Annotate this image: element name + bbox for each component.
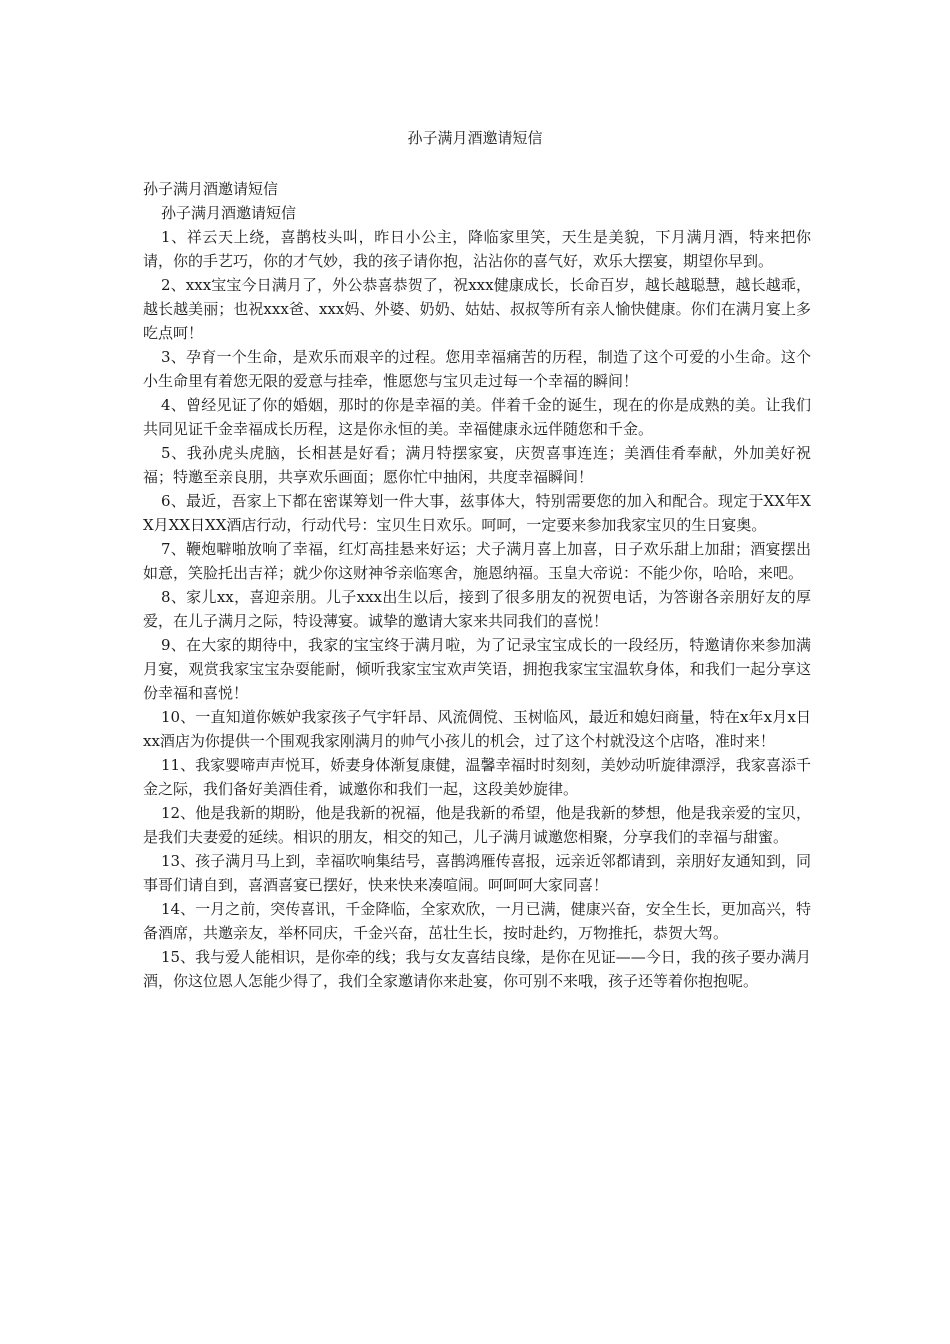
paragraph: 12、他是我新的期盼，他是我新的祝福，他是我新的希望，他是我新的梦想，他是我亲爱的宝贝，是我们夫妻爱的延续。相识的朋友，相交的知己，儿子满月诚邀您相聚，分享我们的幸福与甜蜜。: [143, 804, 811, 846]
paragraph: 4、曾经见证了你的婚姻，那时的你是幸福的美。伴着千金的诞生，现在的你是成熟的美。让我们共同见证千金幸福成长历程，这是你永恒的美。幸福健康永远伴随您和千金。: [143, 396, 811, 438]
paragraph: 1、祥云天上绕，喜鹊枝头叫，昨日小公主，降临家里笑，天生是美貌，下月满月酒，特来把你请，你的手艺巧，你的才气妙，我的孩子请你抱，沾沾你的喜气好，欢乐大摆宴，期望你早到。: [143, 228, 811, 270]
paragraph: 14、一月之前，突传喜讯，千金降临，全家欢欣，一月已满，健康兴奋，安全生长，更加高兴，特备酒席，共邀亲友，举杯同庆，千金兴奋，茁壮生长，按时赴约，万物推托，恭贺大驾。: [143, 900, 811, 942]
paragraph: 10、一直知道你嫉妒我家孩子气宇轩昂、风流倜傥、玉树临风，最近和媳妇商量，特在x年x月x日xx酒店为你提供一个围观我家刚满月的帅气小孩儿的机会，过了这个村就没这个店咯，准时来！: [143, 708, 811, 750]
section-subheading: 孙子满月酒邀请短信: [161, 204, 297, 222]
paragraph: 9、在大家的期待中，我家的宝宝终于满月啦，为了记录宝宝成长的一段经历，特邀请你来参加满月宴，观赏我家宝宝杂耍能耐，倾听我家宝宝欢声笑语，拥抱我家宝宝温软身体，和我们一起分享这份幸福和喜悦！: [143, 636, 811, 702]
paragraph: 13、孩子满月马上到，幸福吹响集结号，喜鹊鸿雁传喜报，远亲近邻都请到，亲朋好友通知到，同事哥们请自到，喜酒喜宴已摆好，快来快来凑喧闹。呵呵呵大家同喜！: [143, 852, 811, 894]
paragraph: 2、xxx宝宝今日满月了，外公恭喜恭贺了，祝xxx健康成长，长命百岁，越长越聪慧，越长越乖，越长越美丽；也祝xxx爸、xxx妈、外婆、奶奶、姑姑、叔叔等所有亲人愉快健康。你们在满月宴上多吃点呵！: [143, 276, 811, 342]
document-title: 孙子满月酒邀请短信: [407, 129, 543, 147]
paragraph: 5、我孙虎头虎脑，长相甚是好看；满月特摆家宴，庆贺喜事连连；美酒佳肴奉献，外加美好祝福；特邀至亲良朋，共享欢乐画面；愿你忙中抽闲，共度幸福瞬间！: [143, 444, 811, 486]
section-heading: 孙子满月酒邀请短信: [143, 180, 279, 198]
paragraph: 3、孕育一个生命，是欢乐而艰辛的过程。您用幸福痛苦的历程，制造了这个可爱的小生命。这个小生命里有着您无限的爱意与挂牵，惟愿您与宝贝走过每一个幸福的瞬间！: [143, 348, 811, 390]
paragraph: 7、鞭炮噼啪放响了幸福，红灯高挂悬来好运；犬子满月喜上加喜，日子欢乐甜上加甜；酒宴摆出如意，笑脸托出吉祥；就少你这财神爷亲临寒舍，施恩纳福。玉皇大帝说：不能少你，哈哈，来吧。: [143, 540, 811, 582]
paragraph: 6、最近，吾家上下都在密谋筹划一件大事，兹事体大，特别需要您的加入和配合。现定于XX年XX月XX日XX酒店行动，行动代号：宝贝生日欢乐。呵呵，一定要来参加我家宝贝的生日宴奥。: [143, 492, 811, 534]
paragraph: 8、家儿xx，喜迎亲朋。儿子xxx出生以后，接到了很多朋友的祝贺电话，为答谢各亲朋好友的厚爱，在儿子满月之际，特设薄宴。诚挚的邀请大家来共同我们的喜悦！: [143, 588, 811, 630]
paragraph: 15、我与爱人能相识，是你牵的线；我与女友喜结良缘，是你在见证——今日，我的孩子要办满月酒，你这位恩人怎能少得了，我们全家邀请你来赴宴，你可别不来哦，孩子还等着你抱抱呢。: [143, 948, 811, 990]
document-body: [143, 177, 811, 993]
paragraph: 11、我家婴啼声声悦耳，娇妻身体渐复康健，温馨幸福时时刻刻，美妙动听旋律漂浮，我家喜添千金之际，我们备好美酒佳肴，诚邀你和我们一起，这段美妙旋律。: [143, 756, 811, 798]
